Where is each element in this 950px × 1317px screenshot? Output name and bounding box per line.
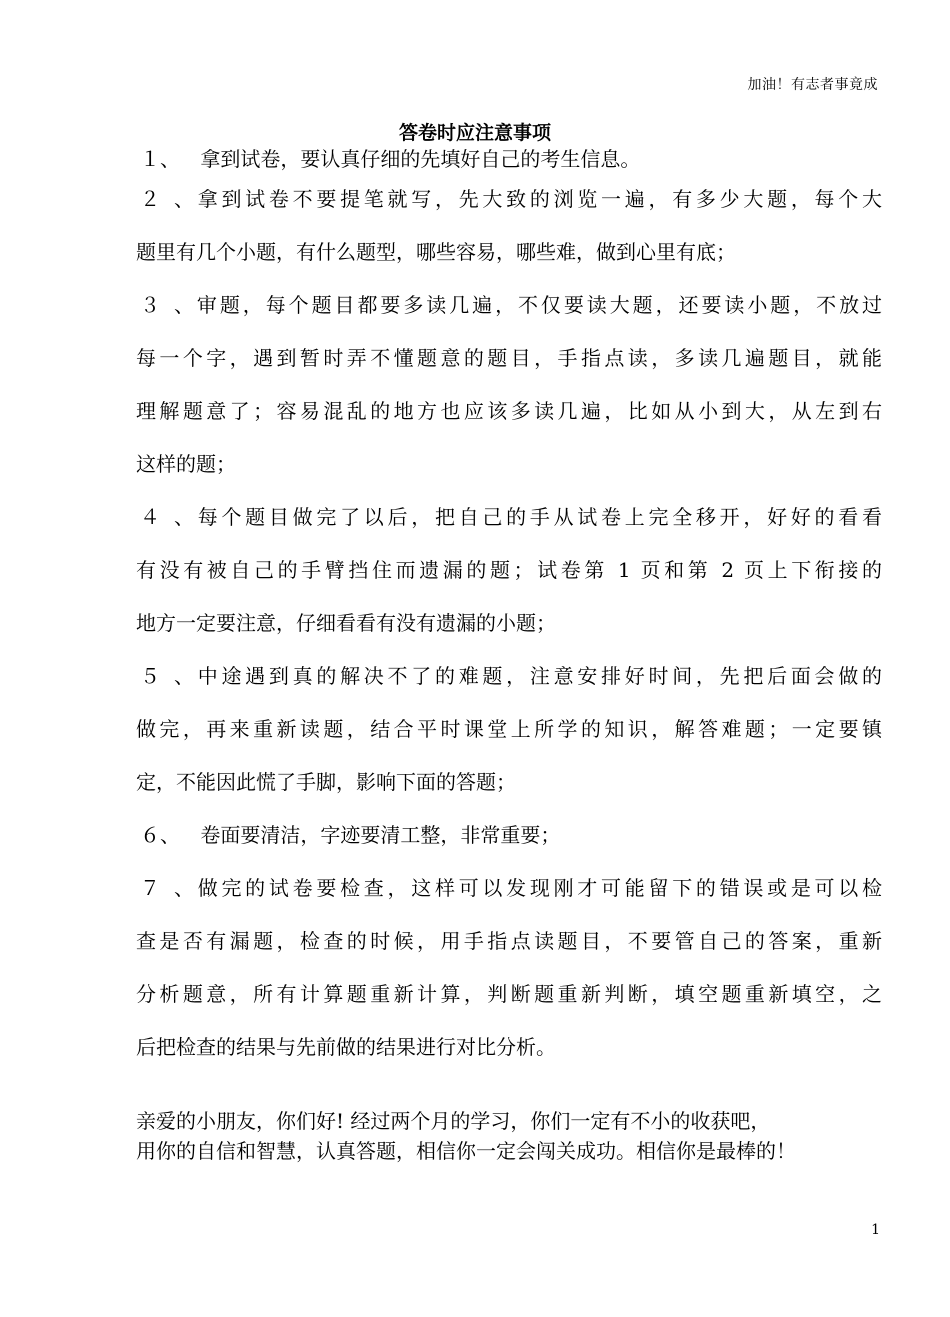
closing-message <box>136 1106 896 1166</box>
page-number: 1 <box>871 1222 880 1238</box>
instruction-line: 定，不能因此慌了手脚，影响下面的答题； <box>136 770 516 794</box>
instruction-item-3 <box>136 292 882 477</box>
instruction-line: 这样的题； <box>136 452 236 476</box>
instruction-item-2 <box>136 186 882 265</box>
item-number: ４、 <box>140 505 194 529</box>
document-title: 答卷时应注意事项 <box>398 122 551 144</box>
instruction-line: ６、 卷面要清洁，字迹要清工整，非常重要； <box>136 822 882 848</box>
item-number: １、 <box>140 147 180 171</box>
instruction-line: ５、中途遇到真的解决不了的难题，注意安排好时间，先把后面会做的 <box>136 663 882 689</box>
item-number: ５、 <box>140 664 194 688</box>
instruction-item-7 <box>136 875 882 1060</box>
instruction-line: 题里有几个小题，有什么题型，哪些容易，哪些难，做到心里有底； <box>136 240 736 264</box>
instruction-line: 有没有被自己的手臂挡住而遗漏的题；试卷第 1 页和第 2 页上下衔接的 <box>136 558 882 582</box>
item-number: ７、 <box>140 876 194 900</box>
closing-line: 用你的自信和智慧，认真答题，相信你一定会闯关成功。相信你是最棒的！ <box>136 1139 796 1163</box>
item-number: ２、 <box>140 187 194 211</box>
header-motto: 加油！有志者事竟成 <box>747 77 878 93</box>
instruction-item-5 <box>136 663 882 795</box>
item-number: ６、 <box>140 823 180 847</box>
closing-line: 亲爱的小朋友，你们好! 经过两个月的学习，你们一定有不小的收获吧， <box>136 1109 771 1133</box>
instruction-line: 查是否有漏题，检查的时候，用手指点读题目，不要管自己的答案，重新 <box>136 929 882 953</box>
instruction-item-4 <box>136 504 882 636</box>
instruction-line: ２、拿到试卷不要提笔就写，先大致的浏览一遍，有多少大题，每个大 <box>136 186 882 212</box>
instruction-line: ３、审题，每个题目都要多读几遍，不仅要读大题，还要读小题，不放过 <box>136 292 882 318</box>
instruction-item-6 <box>136 822 882 848</box>
instruction-line: 理解题意了；容易混乱的地方也应该多读几遍，比如从小到大，从左到右 <box>136 399 882 423</box>
instruction-line: 分析题意，所有计算题重新计算，判断题重新判断，填空题重新填空，之 <box>136 982 882 1006</box>
item-number: ３、 <box>140 293 194 317</box>
instruction-line: 地方一定要注意，仔细看看有没有遗漏的小题； <box>136 611 556 635</box>
instruction-line: ４、每个题目做完了以后，把自己的手从试卷上完全移开，好好的看看 <box>136 504 882 530</box>
instruction-list <box>136 146 882 1060</box>
instruction-line: 做完，再来重新读题，结合平时课堂上所学的知识，解答难题；一定要镇 <box>136 717 882 741</box>
instruction-line: ７、做完的试卷要检查，这样可以发现刚才可能留下的错误或是可以检 <box>136 875 882 901</box>
instruction-line: １、 拿到试卷，要认真仔细的先填好自己的考生信息。 <box>136 146 882 172</box>
instruction-line: 每一个字，遇到暂时弄不懂题意的题目，手指点读，多读几遍题目，就能 <box>136 346 882 370</box>
instruction-item-1 <box>136 146 882 172</box>
instruction-line: 后把检查的结果与先前做的结果进行对比分析。 <box>136 1035 556 1059</box>
